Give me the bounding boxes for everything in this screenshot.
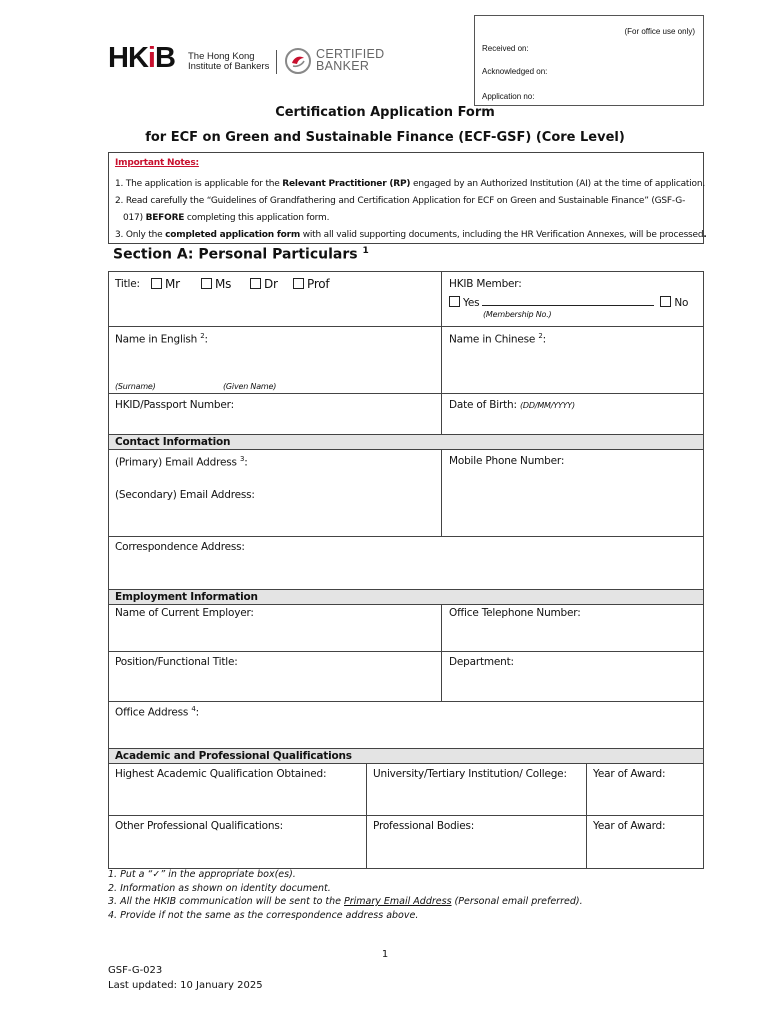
name-chinese-label: Name in Chinese $^2$: [449, 332, 546, 346]
year-of-award-label: Year of Award: [593, 768, 666, 780]
row-divider [109, 393, 703, 394]
title-option-ms[interactable]: Ms [201, 277, 231, 291]
contact-information-header: Contact Information [115, 436, 231, 448]
title-option-mr[interactable]: Mr [151, 277, 180, 291]
certified-banker-text: CERTIFIED BANKER [316, 47, 385, 73]
department-label: Department: [449, 656, 514, 668]
row-divider [109, 815, 703, 816]
note-2-cont: 017) BEFORE completing this application form. [123, 213, 330, 223]
professional-bodies-label: Professional Bodies: [373, 820, 475, 832]
col-divider [366, 763, 367, 868]
important-notes-header: Important Notes: [115, 158, 199, 168]
footnote-1: 1. Put a “✓” in the appropriate box(es). [108, 869, 296, 880]
application-no-field: Application no: [482, 92, 535, 101]
important-notes-box [108, 152, 707, 244]
row-divider [109, 434, 703, 435]
university-label: University/Tertiary Institution/ College: [373, 768, 567, 780]
row-divider [109, 449, 703, 450]
row-divider [109, 326, 703, 327]
footnote-2: 2. Information as shown on identity document. [108, 882, 331, 894]
section-a-title: Section A: Personal Particulars $^1$ [113, 246, 369, 263]
certified-banker-emblem-icon [284, 47, 312, 75]
col-divider [441, 604, 442, 701]
employment-information-header: Employment Information [115, 591, 258, 603]
footnotes [108, 868, 583, 922]
note-2: 2. Read carefully the “Guidelines of Grandfathering and Certification Application for ECF on Green and Sustainable Finance” (GSF-G- [115, 196, 686, 206]
mobile-phone-label: Mobile Phone Number: [449, 455, 565, 467]
membership-no-hint: (Membership No.) [483, 310, 552, 319]
col-divider [586, 763, 587, 868]
name-english-label: Name in English $^2$: [115, 332, 208, 346]
hkib-logo [108, 38, 384, 82]
row-divider [109, 536, 703, 537]
hkib-member-label: HKIB Member: [449, 278, 522, 290]
personal-particulars-table [108, 271, 704, 869]
row-divider [109, 763, 703, 764]
correspondence-address-label: Correspondence Address: [115, 541, 245, 553]
footnote-4: 4. Provide if not the same as the correspondence address above. [108, 909, 419, 921]
note-1: 1. The application is applicable for the Relevant Practitioner (RP) engaged by an Authorized Institution (AI) at the time of application. [115, 179, 705, 189]
row-divider [109, 589, 703, 590]
checkbox-icon[interactable] [660, 296, 671, 307]
date-of-birth-label: Date of Birth: (DD/MM/YYYY) [449, 399, 575, 411]
note-3: 3. Only the completed application form with all valid supporting documents, including the HR Verification Annexes, will be processed. [115, 230, 707, 240]
office-use-header: (For office use only) [624, 27, 695, 36]
received-on-field: Received on: [482, 44, 529, 53]
acknowledged-on-field: Acknowledged on: [482, 67, 548, 76]
page-number: 1 [381, 949, 389, 960]
hkib-member-yes[interactable]: Yes No [449, 296, 688, 309]
secondary-email-label: (Secondary) Email Address: [115, 489, 255, 501]
year-of-award-label-2: Year of Award: [593, 820, 666, 832]
row-divider [109, 604, 703, 605]
current-employer-label: Name of Current Employer: [115, 607, 254, 619]
form-subtitle: for ECF on Green and Sustainable Finance (ECF-GSF) (Core Level) [145, 130, 625, 145]
footnote-3: 3. All the HKIB communication will be sent to the Primary Email Address (Personal email preferred). [108, 896, 583, 907]
checkbox-icon[interactable] [151, 278, 162, 289]
office-use-box [474, 15, 704, 106]
hkid-passport-label: HKID/Passport Number: [115, 399, 234, 411]
office-telephone-label: Office Telephone Number: [449, 607, 581, 619]
surname-hint: (Surname) [115, 382, 156, 391]
primary-email-label: (Primary) Email Address $^3$: [115, 455, 248, 469]
title-option-dr[interactable]: Dr [250, 277, 278, 291]
title-label: Title: [115, 278, 140, 290]
checkbox-icon[interactable] [293, 278, 304, 289]
logo-divider [276, 50, 277, 74]
membership-no-input[interactable] [482, 305, 654, 306]
checkbox-icon[interactable] [250, 278, 261, 289]
document-code: GSF-G-023 [108, 965, 163, 976]
row-divider [109, 651, 703, 652]
given-name-hint: (Given Name) [223, 382, 277, 391]
document-footer [108, 963, 263, 993]
highest-qualification-label: Highest Academic Qualification Obtained: [115, 768, 327, 780]
institute-name: The Hong Kong Institute of Bankers [188, 51, 270, 72]
hkib-wordmark: HKiB [108, 42, 175, 74]
checkbox-icon[interactable] [449, 296, 460, 307]
checkbox-icon[interactable] [201, 278, 212, 289]
other-qualifications-label: Other Professional Qualifications: [115, 820, 283, 832]
office-address-label: Office Address $^4$: [115, 705, 199, 719]
title-option-prof[interactable]: Prof [293, 277, 329, 291]
row-divider [109, 748, 703, 749]
form-title: Certification Application Form [275, 105, 495, 120]
last-updated: Last updated: 10 January 2025 [108, 980, 263, 991]
position-title-label: Position/Functional Title: [115, 656, 238, 668]
academic-qualifications-header: Academic and Professional Qualifications [115, 750, 352, 762]
col-divider [441, 449, 442, 536]
row-divider [109, 701, 703, 702]
col-divider [441, 272, 442, 434]
